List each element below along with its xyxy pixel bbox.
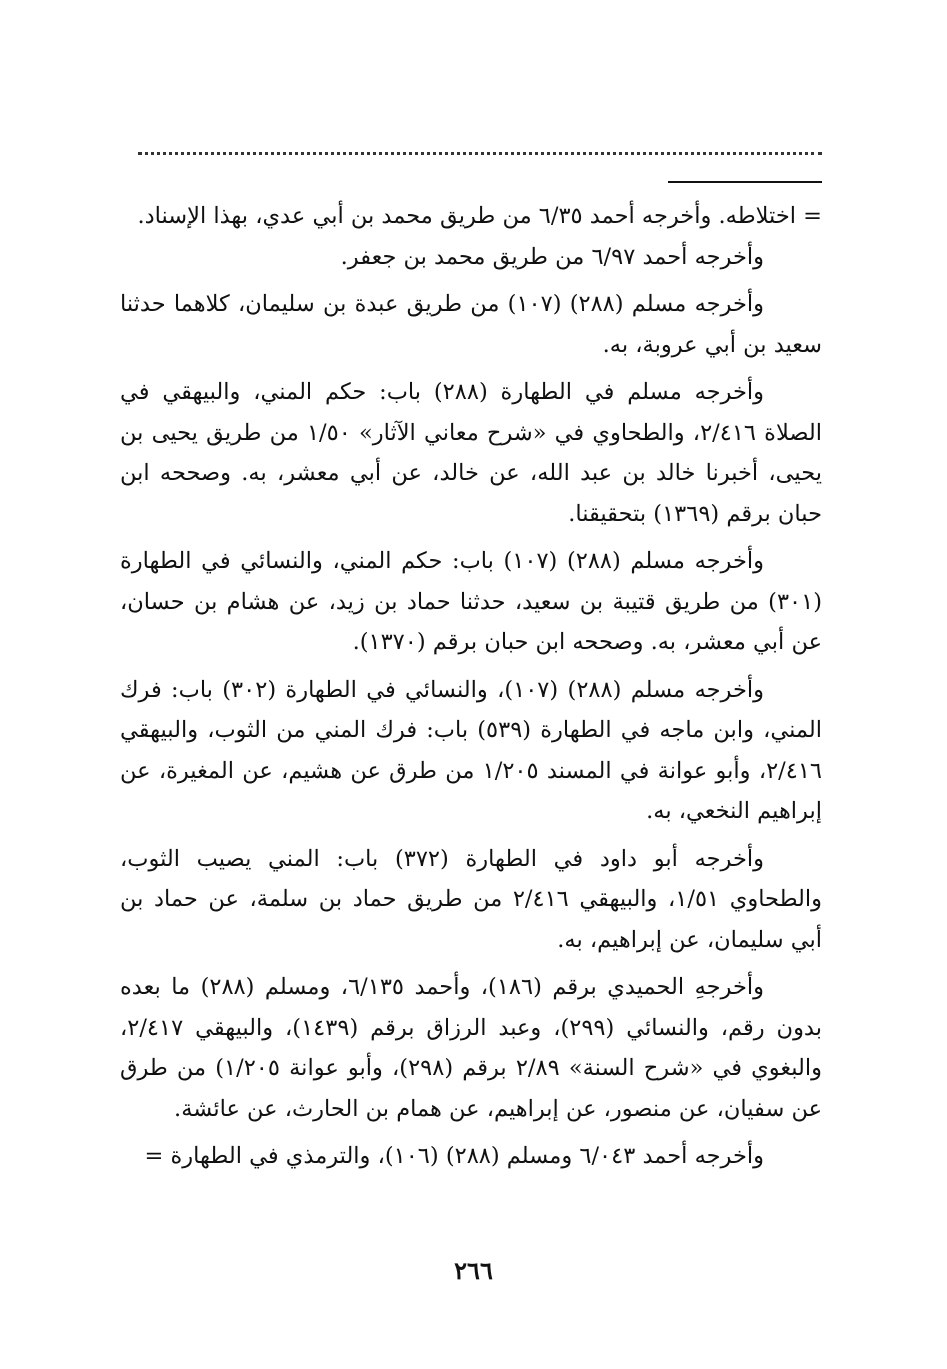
footnote-paragraph: وأخرجهِ الحميدي برقم (١٨٦)، وأحمد ٦/١٣٥، ومسلم (٢٨٨) ما بعده بدون رقم، والنسائي (٢٩٩)، وعبد الرزاق برقم (١٤٣٩)، والبيهقي ٢/٤١٧، والبغوي في «شرح السنة» ٢/٨٩ برقم (٢٩٨)، وأبو عوانة ١/٢٠٥) من طرق عن سفيان، عن منصور، عن إبراهيم، عن همام بن الحارث، عن عائشة.: [120, 974, 823, 1122]
footnote-paragraph: وأخرجه مسلم في الطهارة (٢٨٨) باب: حكم المني، والبيهقي في الصلاة ٢/٤١٦، والطحاوي في «شرح معاني الآثار» ١/٥٠ من طريق يحيى بن يحيى، أخبرنا خالد بن عبد الله، عن خالد، عن أبي معشر، به. وصححه ابن حبان برقم (١٣٦٩) بتحقيقنا.: [120, 379, 823, 527]
footnote-paragraph: = اختلاطه. وأخرجه أحمد ٦/٣٥ من طريق محمد بن أبي عدي، بهذا الإسناد.: [137, 203, 822, 229]
footnote-paragraph: وأخرجه مسلم (٢٨٨) (١٠٧)، والنسائي في الطهارة (٣٠٢) باب: فرك المني، وابن ماجه في الطهارة (٥٣٩) باب: فرك المني من الثوب، والبيهقي ٢/٤١٦، وأبو عوانة في المسند ١/٢٠٥ من طرق عن هشيم، عن المغيرة، عن إبراهيم النخعي، به.: [120, 676, 822, 824]
footnote-rule: [668, 181, 822, 183]
footnote-paragraph: وأخرجه أبو داود في الطهارة (٣٧٢) باب: المني يصيب الثوب، والطحاوي ١/٥١، والبيهقي ٢/٤١٦ من طريق حماد بن سلمة، عن حماد بن أبي سليمان، عن إبراهيم، به.: [120, 845, 823, 953]
footnote-paragraph: وأخرجه مسلم (٢٨٨) (١٠٧) من طريق عبدة بن سليمان، كلاهما حدثنا سعيد بن أبي عروبة، به.: [120, 291, 822, 358]
footnote-paragraph: وأخرجه أحمد ٦/٠٤٣ ومسلم (٢٨٨) (١٠٦)، والترمذي في الطهارة =: [144, 1143, 764, 1169]
footnote-paragraph: وأخرجه أحمد ٦/٩٧ من طريق محمد بن جعفر.: [340, 243, 764, 270]
footnotes-block: [120, 196, 822, 1184]
footnote-paragraph: وأخرجه مسلم (٢٨٨) (١٠٧) باب: حكم المني، والنسائي في الطهارة (٣٠١) من طريق قتيبة بن سعيد، حدثنا حماد بن زيد، عن هشام بن حسان، عن أبي معشر، به. وصححه ابن حبان برقم (١٣٧٠).: [120, 548, 822, 655]
dotted-separator: [138, 140, 822, 155]
page-number: ٢٦٦: [454, 1256, 493, 1285]
